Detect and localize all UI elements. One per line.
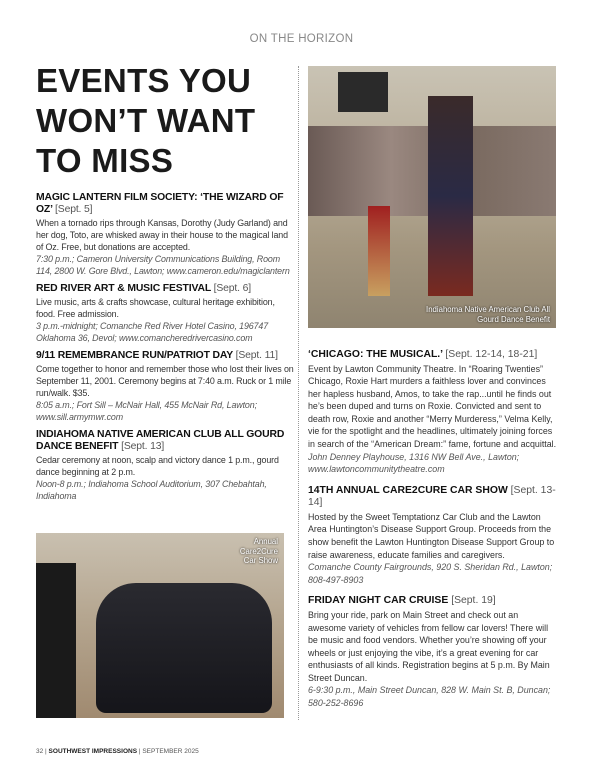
event-date: [Sept. 5] <box>55 204 93 215</box>
event-title: FRIDAY NIGHT CAR CRUISE <box>308 595 449 607</box>
event-date: [Sept. 13] <box>121 441 165 452</box>
event-description: Live music, arts & crafts showcase, cultural heritage exhibition, food. Free admission. <box>36 297 275 319</box>
gourd-dance-photo <box>308 66 556 328</box>
event-info: John Denney Playhouse, 1316 NW Bell Ave., Lawton; www.lawtoncommunitytheatre.com <box>308 451 520 475</box>
event-info: Comanche County Fairgrounds, 920 S. Sheridan Rd., Lawton; 808-497-8903 <box>308 562 553 585</box>
event-description: Bring your ride, park on Main Street and check out an awesome variety of vehicles from fellow car lovers! There will be music and food vendors. Whether you’re showing off your wheels or just enjoying the vibe, it’s a great evening for car enthusiasts of all kinds. Registration begins at 5 p.m. By Main Street Duncan. <box>308 609 550 683</box>
event-date: [Sept. 13-14] <box>308 484 556 509</box>
event-info: 6-9:30 p.m., Main Street Duncan, 828 W. Main St. B, Duncan; 580-252-8696 <box>308 685 551 709</box>
event-description: Event by Lawton Community Theatre. In “Roaring Twenties” Chicago, Roxie Hart murders a faithless lover and convinces her hapless husband, Amos, to take the rap...until he finds out he’s been duped and turns on Roxie. Convicted and sent to death row, Roxie and another “Merry Murderess,” Velma Kelly, vie for the spotlight and the headlines, ultimately joining forces in search of the “American Dream:” fame, fortune and acquittal. <box>308 363 557 450</box>
person <box>36 563 76 718</box>
car <box>96 583 272 713</box>
issue-date: SEPTEMBER 2025 <box>142 748 199 755</box>
event-chicago-musical <box>308 349 558 476</box>
event-car-cruise <box>308 595 558 709</box>
event-info: 3 p.m.-midnight; Comanche Red River Hotel Casino, 196747 Oklahoma 36, Devol; www.comancheredrivercasino.com <box>36 321 269 343</box>
section-kicker: ON THE HORIZON <box>249 33 354 45</box>
event-title: 14TH ANNUAL CARE2CURE CAR SHOW <box>308 484 508 496</box>
event-car-show <box>308 485 558 587</box>
child-dancer <box>368 206 390 296</box>
event-title: INDIAHOMA NATIVE AMERICAN CLUB ALL GOURD DANCE BENEFIT <box>36 429 285 452</box>
publication-name: SOUTHWEST IMPRESSIONS <box>48 748 138 755</box>
left-column <box>36 192 294 508</box>
event-title: ‘CHICAGO: THE MUSICAL.’ <box>308 349 443 360</box>
event-red-river-festival <box>36 283 294 344</box>
event-date: [Sept. 12-14, 18-21] <box>445 349 538 360</box>
event-info: 7:30 p.m.; Cameron University Communications Building, Room 114, 2800 W. Gore Blvd., Lawton; www.cameron.edu/magiclantern <box>36 254 290 276</box>
dancer <box>428 96 473 296</box>
event-title: 9/11 REMEMBRANCE RUN/PATRIOT DAY <box>36 350 233 361</box>
event-title: RED RIVER ART & MUSIC FESTIVAL <box>36 283 211 294</box>
event-title: MAGIC LANTERN FILM SOCIETY: ‘THE WIZARD OF OZ’ <box>36 192 284 215</box>
page-title: EVENTS YOU WON’T WANT TO MISS <box>36 62 256 179</box>
event-wizard-of-oz <box>36 192 294 277</box>
event-description: Come together to honor and remember those who lost their lives on September 11, 2001. Ceremony begins at 7:40 a.m. Ruck or 1 mile run/walk. $35. <box>36 364 294 398</box>
event-description: Hosted by the Sweet Temptationz Car Club and the Lawton Area Huntington’s Disease Support Group. Proceeds from the show benefit the Lawton Huntington Disease Support Group to raise awareness, educate families and caregivers. <box>308 511 555 560</box>
event-info: 8:05 a.m.; Fort Sill – McNair Hall, 455 McNair Rd, Lawton; www.sill.armymwr.com <box>36 400 257 422</box>
right-column <box>308 349 558 719</box>
event-gourd-dance <box>36 429 294 502</box>
event-date: [Sept. 11] <box>235 350 278 361</box>
event-date: [Sept. 19] <box>451 595 496 607</box>
car-show-photo <box>36 533 284 718</box>
event-description: Cedar ceremony at noon, scalp and victory dance 1 p.m., gourd dance beginning at 2 p.m. <box>36 455 279 477</box>
event-description: When a tornado rips through Kansas, Dorothy (Judy Garland) and her dog, Toto, are whisked away in their house to the magical land of Oz. Free, but donations are accepted. <box>36 218 288 252</box>
page-footer: 32 | SOUTHWEST IMPRESSIONS | SEPTEMBER 2025 <box>36 748 199 755</box>
column-divider <box>298 66 299 720</box>
event-date: [Sept. 6] <box>213 283 251 294</box>
page-number: 32 <box>36 748 44 755</box>
photo-caption: Indiahoma Native American Club All Gourd Dance Benefit <box>426 305 550 324</box>
photo-caption: Annual Care2Cure Car Show <box>239 537 278 565</box>
banner <box>338 72 388 112</box>
event-info: Noon-8 p.m.; Indiahoma School Auditorium, 307 Chebahtah, Indiahoma <box>36 479 267 501</box>
event-911-run <box>36 350 294 423</box>
